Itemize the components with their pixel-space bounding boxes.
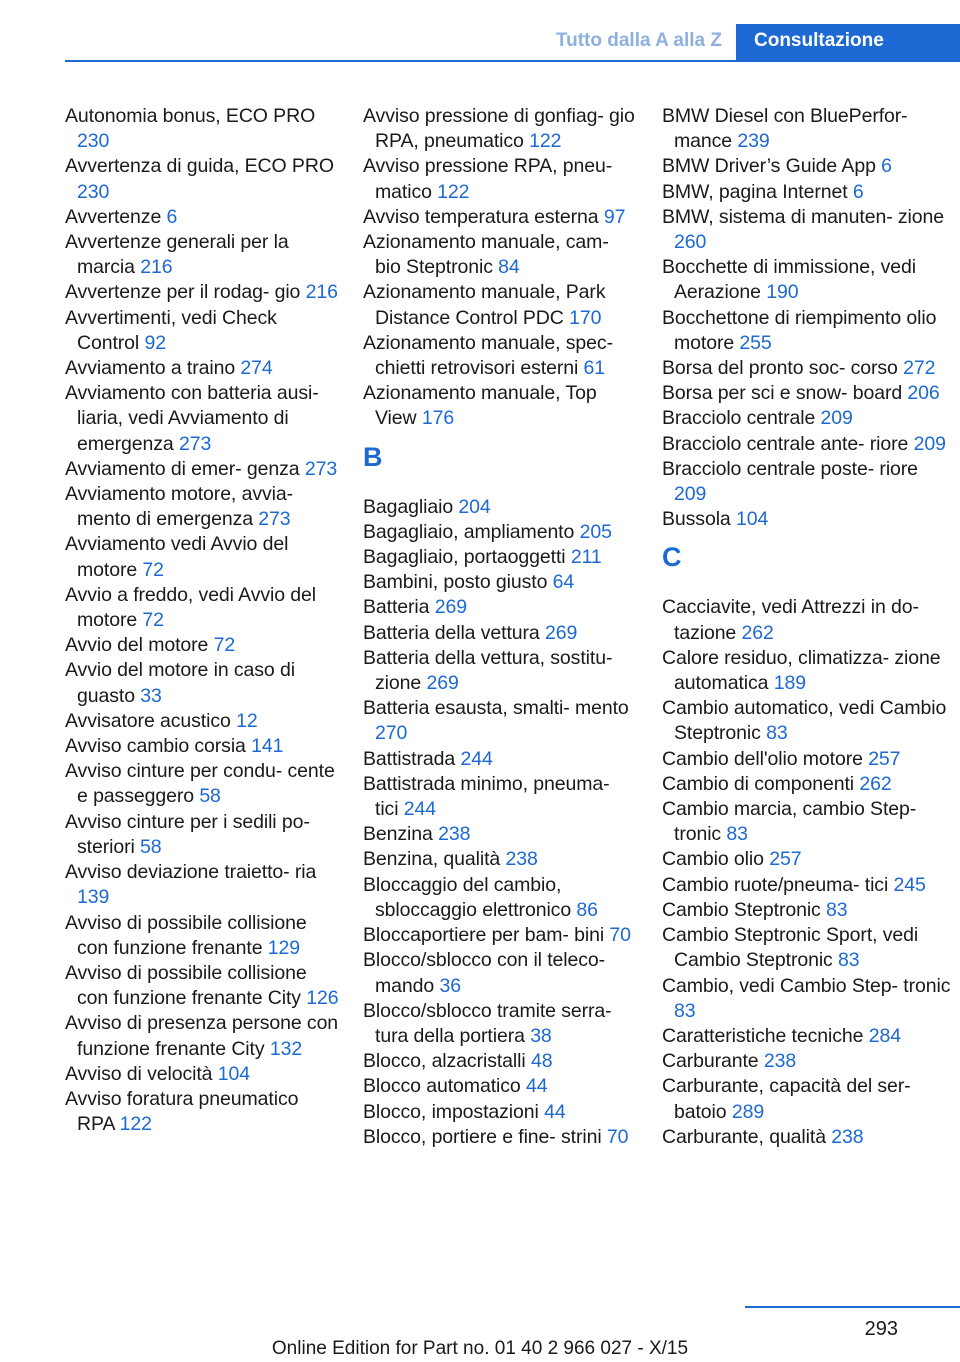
page-reference-link[interactable]: 61	[583, 357, 606, 380]
index-entry-text: Avviso cinture per i sedili po‐ steriori	[65, 810, 310, 858]
index-entry-text: Avviso deviazione traietto‐ ria	[65, 861, 317, 884]
index-entry	[662, 406, 952, 431]
index-entry	[662, 1074, 952, 1124]
index-entry-text: BMW, sistema di manuten‐ zione	[662, 205, 945, 228]
index-entry-text: Avviso pressione RPA, pneu‐ matico	[363, 155, 613, 203]
page-reference-link[interactable]: 269	[434, 596, 467, 619]
page-reference-link[interactable]: 72	[142, 609, 164, 632]
page-reference-link[interactable]: 97	[603, 205, 626, 228]
page-reference-link[interactable]: 257	[868, 747, 901, 770]
index-entry-text: Batteria della vettura, sostitu‐ zione	[363, 646, 613, 695]
index-entry-text: Avviso cambio corsia	[65, 735, 246, 758]
index-entry	[65, 356, 340, 381]
index-entry-text: Bussola	[662, 508, 731, 531]
index-entry	[363, 230, 638, 280]
page-reference-link[interactable]: 274	[240, 357, 273, 380]
index-entry	[65, 633, 340, 658]
page-reference-link[interactable]: 238	[505, 848, 538, 871]
index-entry	[363, 847, 638, 872]
index-entry	[662, 646, 952, 696]
page-reference-link[interactable]: 83	[826, 898, 848, 921]
page-reference-link[interactable]: 209	[674, 483, 707, 506]
page-reference-link[interactable]: 176	[421, 407, 455, 430]
page-reference-link[interactable]: 86	[576, 898, 598, 921]
index-entry-text: Avviamento vedi Avvio del motore	[65, 533, 289, 581]
index-entry	[65, 911, 340, 961]
index-entry	[662, 432, 952, 457]
index-entry	[662, 306, 952, 356]
page-reference-link[interactable]: 38	[530, 1024, 552, 1047]
index-entry-text: Borsa per sci e snow‐ board	[662, 382, 903, 405]
index-entry	[65, 734, 340, 759]
index-entry-text: Borsa del pronto soc‐ corso	[662, 357, 898, 380]
index-entry	[65, 1087, 340, 1137]
page-reference-link[interactable]: 72	[213, 634, 236, 657]
index-entry-text: Bagagliaio, portaoggetti	[363, 546, 566, 569]
index-entry	[65, 230, 340, 280]
page-reference-link[interactable]: 255	[739, 331, 772, 354]
index-entry	[662, 873, 952, 898]
index-letter-heading: C	[662, 542, 682, 573]
index-entry-text: Avvisatore acustico	[65, 709, 231, 732]
page-reference-link[interactable]: 122	[529, 130, 562, 153]
page-reference-link[interactable]: 245	[893, 873, 926, 896]
page-reference-link[interactable]: 273	[179, 432, 212, 455]
index-entry	[363, 1125, 638, 1150]
page-reference-link[interactable]: 6	[881, 155, 892, 178]
page-reference-link[interactable]: 238	[438, 823, 471, 846]
index-entry-text: Bloccaportiere per bam‐ bini	[363, 924, 605, 947]
index-entry	[65, 482, 340, 532]
page-reference-link[interactable]: 209	[820, 407, 853, 430]
page-reference-link[interactable]: 84	[498, 256, 520, 279]
index-entry-text: Benzina, qualità	[363, 848, 501, 871]
index-entry	[363, 772, 638, 822]
index-entry	[662, 104, 952, 154]
page-reference-link[interactable]: 104	[217, 1062, 250, 1085]
index-entry	[363, 948, 638, 998]
page-reference-link[interactable]: 273	[304, 457, 338, 480]
page-reference-link[interactable]: 270	[375, 722, 408, 745]
index-entry-text: Carburante	[662, 1050, 759, 1073]
index-entry-text: Bagagliaio, ampliamento	[363, 520, 575, 543]
page-reference-link[interactable]: 205	[579, 520, 612, 543]
page-reference-link[interactable]: 129	[267, 936, 301, 959]
index-entry-text: Avviamento con batteria ausi‐ liaria, vedi Avviamento di emergenza	[65, 382, 319, 455]
page-reference-link[interactable]: 230	[77, 180, 110, 203]
page-reference-link[interactable]: 139	[77, 886, 110, 909]
page-reference-link[interactable]: 284	[868, 1024, 901, 1047]
index-entry-text: Azionamento manuale, spec‐ chietti retrovisori esterni	[363, 331, 613, 380]
index-entry	[65, 154, 340, 204]
page-reference-link[interactable]: 58	[199, 785, 221, 808]
index-entry-text: Avvertenze generali per la marcia	[65, 231, 289, 279]
page-reference-link[interactable]: 238	[831, 1125, 864, 1148]
page-reference-link[interactable]: 204	[458, 495, 491, 518]
page-reference-link[interactable]: 83	[766, 722, 788, 745]
index-entry-text: Battistrada	[363, 747, 456, 770]
index-entry	[65, 810, 340, 860]
page-reference-link[interactable]: 244	[460, 747, 493, 770]
index-entry-text: Cacciavite, vedi Attrezzi in do‐ tazione	[662, 596, 919, 644]
page-reference-link[interactable]: 189	[773, 672, 806, 695]
header-section-title: Tutto dalla A alla Z	[555, 30, 722, 51]
page-reference-link[interactable]: 6	[852, 180, 864, 203]
index-entry	[363, 999, 638, 1049]
index-entry-text: Avvertenza di guida, ECO PRO	[65, 155, 334, 178]
index-entry	[65, 205, 340, 230]
index-entry	[662, 847, 952, 872]
page-reference-link[interactable]: 211	[570, 546, 602, 569]
index-entry	[662, 154, 952, 179]
page-reference-link[interactable]: 70	[609, 924, 631, 947]
index-entry-text: Avviso temperatura esterna	[363, 205, 599, 228]
index-entry	[363, 822, 638, 847]
index-entry	[662, 974, 952, 1024]
page-reference-link[interactable]: 141	[251, 735, 284, 758]
index-entry-text: Bracciolo centrale ante‐ riore	[662, 432, 909, 455]
index-entry	[662, 457, 952, 507]
index-entry	[65, 280, 340, 305]
page-reference-link[interactable]: 272	[903, 357, 936, 380]
index-entry	[363, 154, 638, 204]
index-entry	[363, 1100, 638, 1125]
index-entry-text: Bloccaggio del cambio, sbloccaggio elettronico	[363, 873, 572, 921]
index-entry-text: BMW Diesel con BluePerfor‐ mance	[662, 105, 908, 153]
page-reference-link[interactable]: 122	[437, 180, 470, 203]
page-number: 293	[864, 1318, 898, 1340]
page-reference-link[interactable]: 262	[741, 621, 774, 644]
index-entry	[363, 873, 638, 923]
index-entry-text: Blocco/sblocco tramite serra‐ tura della portiera	[363, 999, 612, 1047]
page-reference-link[interactable]: 72	[142, 558, 164, 581]
page-reference-link[interactable]: 209	[913, 432, 946, 455]
index-entry-text: Carburante, qualità	[662, 1125, 826, 1148]
index-entry-text: Autonomia bonus, ECO PRO	[65, 105, 316, 127]
index-entry	[363, 595, 638, 620]
index-entry	[65, 532, 340, 582]
index-entry-text: Cambio Steptronic Sport, vedi Cambio Steptronic	[662, 924, 919, 972]
page-reference-link[interactable]: 190	[766, 281, 799, 304]
index-entry-text: Avviso pressione di gonfiag‐ gio RPA, pneumatico	[363, 105, 635, 153]
page-reference-link[interactable]: 44	[525, 1075, 548, 1098]
index-entry	[363, 1049, 638, 1074]
index-entry-text: Bracciolo centrale	[662, 407, 816, 430]
index-entry-text: Avviso di possibile collisione con funzione frenante	[65, 911, 307, 959]
page-reference-link[interactable]: 64	[552, 571, 575, 594]
page-reference-link[interactable]: 36	[439, 974, 461, 997]
index-letter-heading: B	[363, 441, 383, 472]
index-entry	[65, 1062, 340, 1087]
index-entry-text: Avvertenze per il rodag‐ gio	[65, 281, 301, 304]
page-reference-link[interactable]: 238	[763, 1050, 797, 1073]
index-entry	[662, 1125, 952, 1150]
index-entry-text: Bocchette di immissione, vedi Aerazione	[662, 256, 916, 304]
index-entry-text: Avviso di velocità	[65, 1062, 213, 1085]
index-entry-text: Avviamento di emer‐ genza	[65, 457, 300, 480]
index-entry-text: Avvio del motore	[65, 634, 209, 657]
page-reference-link[interactable]: 132	[269, 1037, 303, 1060]
index-entry	[363, 280, 638, 330]
index-entry-text: Avviso di presenza persone con funzione frenante City	[65, 1012, 339, 1060]
index-entry	[662, 356, 952, 381]
index-entry-text: Cambio, vedi Cambio Step‐ tronic	[662, 974, 951, 997]
index-entry	[65, 306, 340, 356]
index-entry	[65, 709, 340, 734]
page-reference-link[interactable]: 170	[569, 306, 602, 329]
index-entry-text: Blocco automatico	[363, 1075, 521, 1098]
page-reference-link[interactable]: 239	[737, 130, 770, 153]
page-reference-link[interactable]: 216	[305, 281, 338, 304]
page-reference-link[interactable]: 126	[306, 987, 339, 1010]
index-entry	[65, 658, 340, 708]
index-entry	[662, 696, 952, 746]
index-entry	[65, 961, 340, 1011]
index-entry	[662, 381, 952, 406]
index-entry	[65, 1011, 340, 1061]
page-reference-link[interactable]: 12	[236, 709, 258, 732]
page-reference-link[interactable]: 122	[119, 1113, 152, 1136]
index-entry	[363, 696, 638, 746]
edition-footer: Online Edition for Part no. 01 40 2 966 027 - X/15	[271, 1338, 689, 1359]
index-entry	[65, 457, 340, 482]
index-entry-text: Avvertenze	[65, 205, 162, 228]
index-entry-text: BMW, pagina Internet	[662, 180, 848, 203]
page-reference-link[interactable]: 83	[726, 823, 748, 846]
index-entry-text: Blocco, alzacristalli	[363, 1050, 526, 1073]
page-reference-link[interactable]: 230	[77, 130, 110, 153]
index-entry	[363, 621, 638, 646]
index-column-2	[363, 104, 638, 1150]
index-entry	[363, 495, 638, 520]
index-entry-text: Cambio dell'olio motore	[662, 747, 863, 770]
page-reference-link[interactable]: 83	[838, 949, 860, 972]
index-entry	[363, 646, 638, 696]
index-entry-text: Blocco, impostazioni	[363, 1100, 539, 1123]
index-entry	[662, 205, 952, 255]
index-entry-text: Cambio Steptronic	[662, 898, 821, 921]
index-entry-text: Avviamento a traino	[65, 357, 236, 380]
index-entry-text: Avvertimenti, vedi Check Control	[65, 306, 277, 354]
index-entry-text: Caratteristiche tecniche	[662, 1024, 864, 1047]
index-entry	[363, 747, 638, 772]
index-entry	[363, 570, 638, 595]
index-entry-text: Cambio di componenti	[662, 772, 855, 795]
page-reference-link[interactable]: 58	[140, 835, 162, 858]
index-entry	[363, 381, 638, 431]
index-entry	[662, 923, 952, 973]
index-entry-text: Bambini, posto giusto	[363, 571, 548, 594]
index-entry-text: Azionamento manuale, cam‐ bio Steptronic	[363, 231, 609, 279]
header-chapter-tab: Consultazione	[736, 24, 960, 62]
index-entry-text: Carburante, capacità del ser‐ batoio	[662, 1075, 911, 1123]
page-reference-link[interactable]: 206	[907, 382, 940, 405]
index-entry-text: Bocchettone di riempimento olio motore	[662, 306, 937, 354]
page-reference-link[interactable]: 83	[674, 999, 696, 1022]
page-reference-link[interactable]: 289	[731, 1100, 765, 1123]
index-entry	[662, 180, 952, 205]
index-entry	[363, 520, 638, 545]
index-entry-text: Cambio ruote/pneuma‐ tici	[662, 873, 889, 896]
page-reference-link[interactable]: 273	[258, 508, 291, 531]
index-entry	[662, 255, 952, 305]
index-entry-text: Blocco, portiere e fine‐ strini	[363, 1125, 602, 1148]
index-entry	[662, 797, 952, 847]
index-entry	[662, 1024, 952, 1049]
page-reference-link[interactable]: 92	[144, 331, 166, 354]
page-reference-link[interactable]: 6	[166, 205, 178, 228]
index-entry-text: Bagagliaio	[363, 495, 454, 518]
index-entry	[662, 898, 952, 923]
index-entry	[662, 1049, 952, 1074]
index-entry-text: Batteria esausta, smalti‐ mento	[363, 697, 629, 720]
index-entry	[65, 860, 340, 910]
index-entry-text: Cambio automatico, vedi Cambio Steptronic	[662, 697, 947, 745]
index-entry	[363, 205, 638, 230]
page-reference-link[interactable]: 269	[426, 672, 459, 695]
index-entry-text: Avviso cinture per condu‐ cente e passeggero	[65, 760, 335, 808]
index-entry-text: Avvio del motore in caso di guasto	[65, 659, 295, 707]
index-entry	[65, 104, 340, 154]
page-reference-link[interactable]: 48	[530, 1050, 553, 1073]
page-reference-link[interactable]: 257	[769, 848, 802, 871]
index-entry	[662, 772, 952, 797]
index-entry-text: Avviamento motore, avvia‐ mento di emergenza	[65, 483, 293, 531]
index-entry	[363, 104, 638, 154]
index-entry	[363, 545, 638, 570]
index-entry	[65, 381, 340, 457]
page-reference-link[interactable]: 216	[140, 256, 173, 279]
index-entry	[662, 595, 952, 645]
index-entry-text: BMW Driver’s Guide App	[662, 155, 876, 178]
page-reference-link[interactable]: 44	[544, 1100, 566, 1123]
page-reference-link[interactable]: 260	[674, 231, 707, 254]
index-entry-text: Bracciolo centrale poste‐ riore	[662, 457, 918, 480]
page-reference-link[interactable]: 244	[403, 798, 437, 821]
index-entry-text: Avviso di possibile collisione con funzione frenante City	[65, 961, 307, 1010]
index-entry-text: Battistrada minimo, pneuma‐ tici	[363, 772, 610, 821]
page-reference-link[interactable]: 33	[140, 684, 162, 707]
index-column-3	[662, 104, 952, 1150]
index-entry-text: Avvio a freddo, vedi Avvio del motore	[65, 583, 317, 632]
index-entry-text: Blocco/sblocco con il teleco‐ mando	[363, 949, 606, 997]
page-reference-link[interactable]: 262	[859, 772, 892, 795]
index-entry-text: Calore residuo, climatizza‐ zione automatica	[662, 646, 941, 695]
index-entry	[65, 583, 340, 633]
index-entry-text: Azionamento manuale, Park Distance Control PDC	[363, 281, 606, 329]
page-reference-link[interactable]: 70	[606, 1125, 629, 1148]
index-entry	[363, 331, 638, 381]
index-entry-text: Avviso foratura pneumatico RPA	[65, 1087, 299, 1136]
index-entry-text: Batteria	[363, 596, 430, 619]
index-entry	[65, 759, 340, 809]
index-entry	[363, 923, 638, 948]
index-entry	[662, 507, 952, 532]
index-column-1	[65, 104, 340, 1137]
index-entry-text: Cambio olio	[662, 848, 764, 871]
index-entry-text: Azionamento manuale, Top View	[363, 382, 597, 430]
index-entry-text: Batteria della vettura	[363, 621, 540, 644]
footer-rule	[745, 1306, 960, 1308]
page-reference-link[interactable]: 269	[544, 621, 578, 644]
index-entry	[662, 747, 952, 772]
index-entry-text: Cambio marcia, cambio Step‐ tronic	[662, 798, 917, 846]
index-entry	[363, 1074, 638, 1099]
page-reference-link[interactable]: 104	[736, 508, 769, 531]
index-entry-text: Benzina	[363, 823, 433, 846]
